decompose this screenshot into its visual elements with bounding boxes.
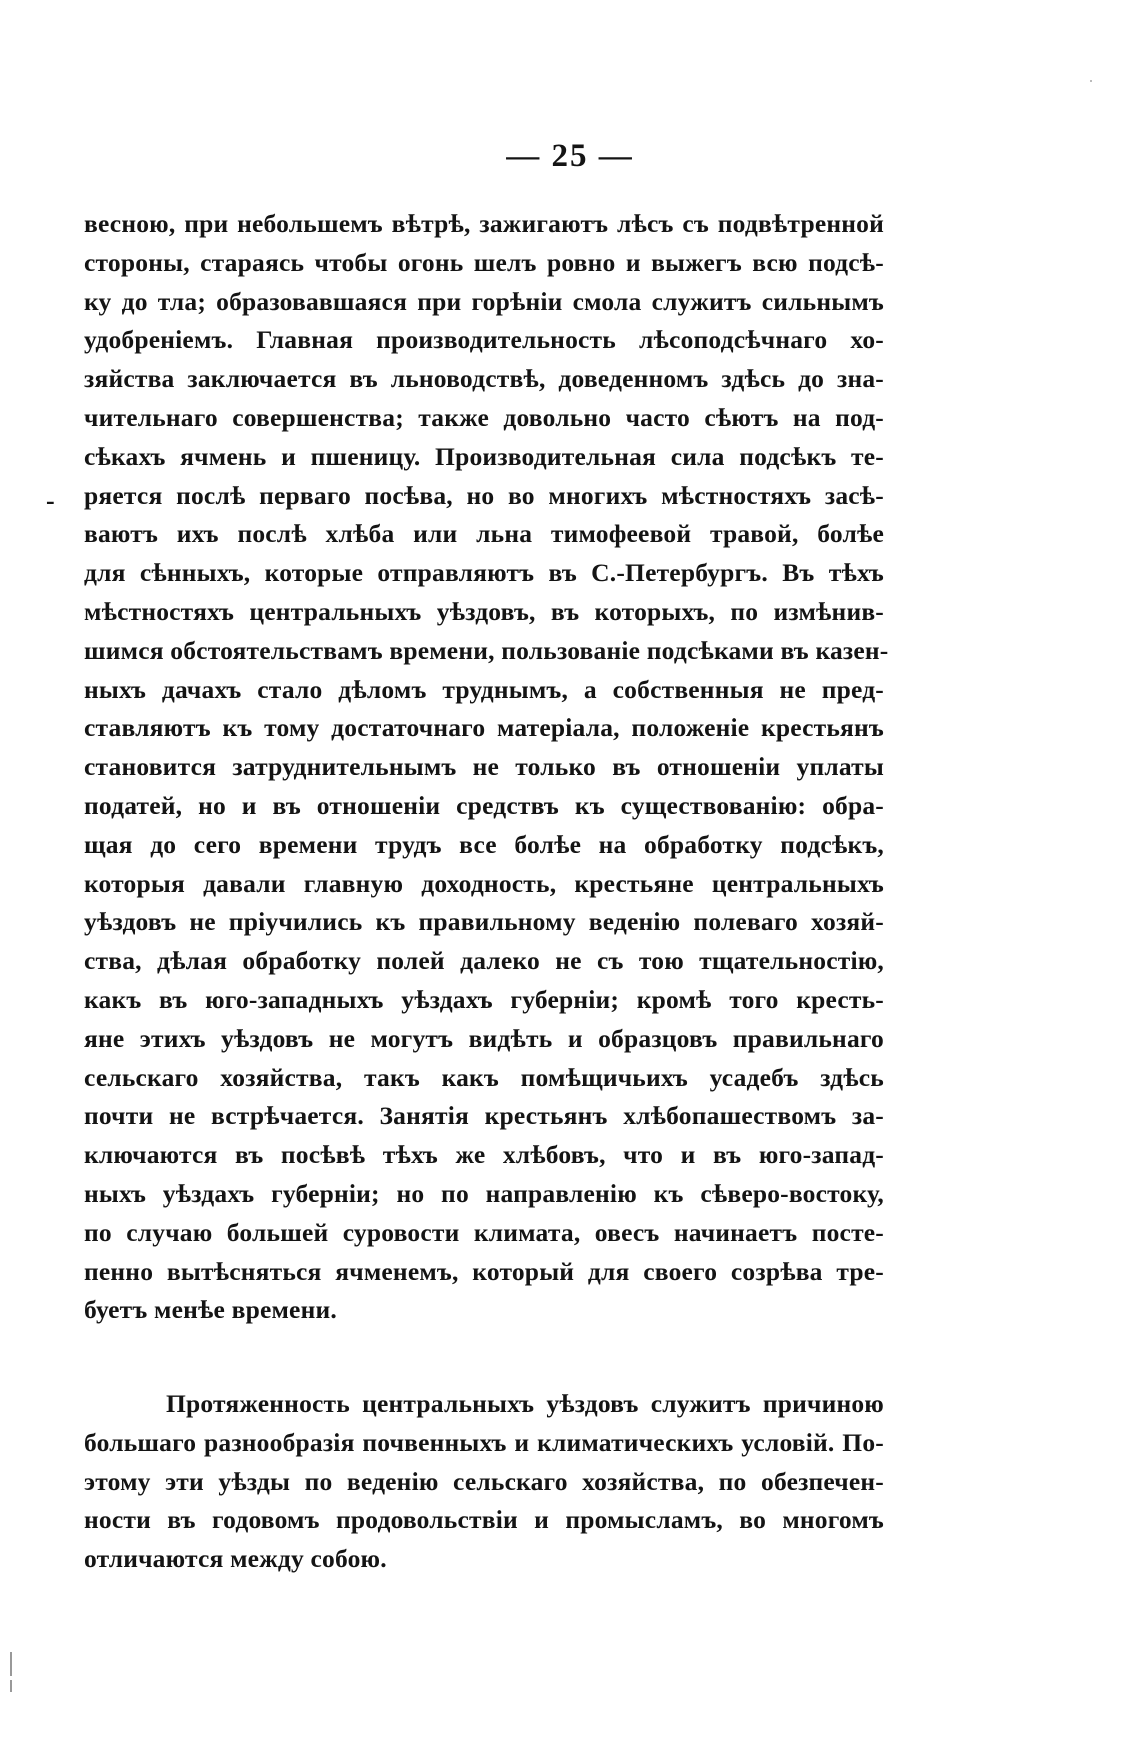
text-line: чительнаго совершенства; также довольно часто сѣютъ на под- [84, 402, 884, 432]
text-line: почти не встрѣчается. Занятія крестьянъ хлѣбопашествомъ за- [84, 1101, 884, 1131]
scan-artifact-mark [10, 1680, 12, 1692]
text-line: ныхъ уѣздахъ губерніи; но по направленію къ сѣверо-востоку, [84, 1178, 884, 1208]
paragraph-1 [84, 205, 889, 1330]
text-line: податей, но и въ отношеніи средствъ къ существованію: обра- [84, 790, 884, 820]
text-line: яне этихъ уѣздовъ не могутъ видѣть и образцовъ правильнаго [84, 1023, 884, 1053]
text-line: зяйства заключается въ льноводствѣ, доведенномъ здѣсь до зна- [84, 364, 884, 394]
text-line: мѣстностяхъ центральныхъ уѣздовъ, въ которыхъ, по измѣнив- [84, 596, 884, 626]
text-line: для сѣнныхъ, которые отправляютъ въ С.-Петербургъ. Въ тѣхъ [84, 558, 884, 588]
text-line: становится затруднительнымъ не только въ отношеніи уплаты [84, 752, 884, 782]
text-line: щая до сего времени трудъ все болѣе на обработку подсѣкъ, [84, 829, 884, 859]
text-line: сельскаго хозяйства, такъ какъ помѣщичьихъ усадебъ здѣсь [84, 1062, 884, 1092]
text-line: ряется послѣ перваго посѣва, но во многихъ мѣстностяхъ засѣ- [84, 480, 884, 510]
text-line: стороны, стараясь чтобы огонь шелъ ровно и выжегъ всю подсѣ- [84, 247, 884, 277]
text-line: весною, при небольшемъ вѣтрѣ, зажигаютъ лѣсъ съ подвѣтренной [84, 209, 884, 238]
paragraph-2 [84, 1385, 884, 1579]
page-number: — 25 — [506, 138, 634, 174]
text-line: ныхъ дачахъ стало дѣломъ труднымъ, а собственныя не пред- [84, 674, 884, 704]
text-line: большаго разнообразія почвенныхъ и климатическихъ условій. По- [84, 1427, 884, 1457]
text-line: отличаются между собою. [84, 1544, 387, 1574]
text-line: сѣкахъ ячмень и пшеницу. Производительная сила подсѣкъ те- [84, 441, 884, 471]
text-line: уѣздовъ не пріучились къ правильному веденію полеваго хозяй- [84, 907, 884, 937]
text-line: ваютъ ихъ послѣ хлѣба или льна тимофеевой травой, болѣе [84, 519, 884, 549]
text-line: которыя давали главную доходность, крестьяне центральныхъ [84, 868, 884, 898]
text-line: пенно вытѣсняться ячменемъ, который для своего созрѣва тре- [84, 1256, 884, 1286]
text-line: какъ въ юго-западныхъ уѣздахъ губерніи; кромѣ того кресть- [84, 984, 884, 1014]
text-line: ключаются въ посѣвѣ тѣхъ же хлѣбовъ, что и въ юго-запад- [84, 1140, 884, 1170]
text-line: этому эти уѣзды по веденію сельскаго хозяйства, по обезпечен- [84, 1466, 884, 1496]
text-line: ности въ годовомъ продовольствіи и промысламъ, во многомъ [84, 1505, 884, 1535]
text-line: удобреніемъ. Главная производительность лѣсоподсѣчнаго хо- [84, 325, 884, 355]
text-line: шимся обстоятельствамъ времени, пользованіе подсѣками въ казен- [84, 635, 889, 665]
margin-mark: - [46, 486, 55, 515]
text-line: буетъ менѣе времени. [84, 1295, 337, 1325]
text-line: Протяженность центральныхъ уѣздовъ служитъ причиною [166, 1389, 884, 1418]
text-line: ку до тла; образовавшаяся при горѣніи смола служитъ сильнымъ [84, 286, 884, 316]
scan-artifact-mark [1090, 80, 1092, 82]
text-line: ства, дѣлая обработку полей далеко не съ тою тщательностію, [84, 946, 884, 976]
text-line: ставляютъ къ тому достаточнаго матеріала, положеніе крестьянъ [84, 713, 884, 743]
scan-artifact-mark [10, 1652, 12, 1676]
text-line: по случаю большей суровости климата, овесъ начинаетъ посте- [84, 1217, 884, 1247]
